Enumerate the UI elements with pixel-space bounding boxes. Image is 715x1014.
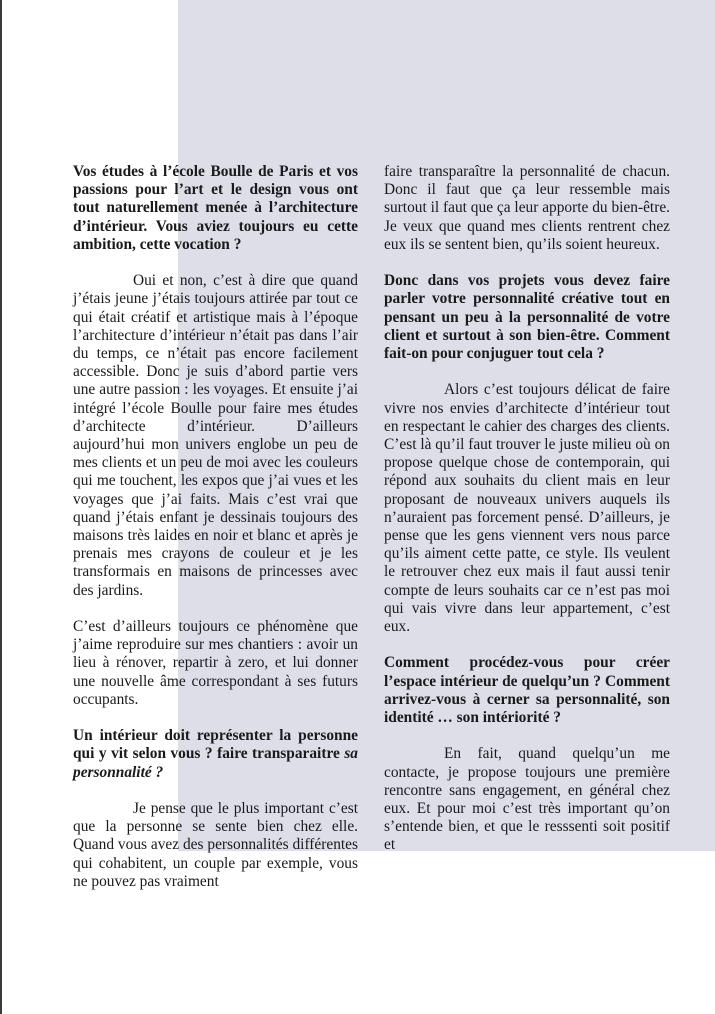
question-1: Vos études à l’école Boulle de Paris et vos passions pour l’art et le design vous ont tout naturellement menée à l’architecture d’intérieur. Vous aviez toujours eu cette ambition, cette vocation ? xyxy=(73,163,358,253)
question-3: Donc dans vos projets vous devez faire parler votre personnalité créative tout en pensant un peu à la personnalité de votre client et surtout à son bien-être. Comment fait-on pour conjuguer tout cela ? xyxy=(384,272,670,363)
page-edge-rule xyxy=(0,0,2,1014)
left-column xyxy=(73,163,358,891)
question-2-text: Un intérieur doit représenter la personne qui y vit selon vous ? faire transparaitre xyxy=(73,727,358,763)
paragraph-followup: C’est d’ailleurs toujours ce phénomène que j’aime reproduire sur mes chantiers : avoir un lieu à rénover, repartir à zero, et lui donner une nouvelle âme correspondant à ses futurs occupants. xyxy=(73,618,358,708)
question-4: Comment procédez-vous pour créer l’espace intérieur de quelqu’un ? Comment arrivez-vous à cerner sa personnalité, son identité … son intériorité ? xyxy=(384,654,670,727)
question-2 xyxy=(73,727,358,782)
answer-2-start: Je pense que le plus important c’est que la personne se sente bien chez elle. Quand vous avez des personnalités différentes qui cohabitent, un couple par exemple, vous ne pouvez pas vraiment xyxy=(73,800,358,890)
answer-2-continuation: faire transparaître la personnalité de chacun. Donc il faut que ça leur ressemble mais surtout il faut que ça leur apporte du bien-être. Je veux que quand mes clients rentrent chez eux ils se sentent bien, qu’ils soient heureux. xyxy=(384,163,670,253)
right-column xyxy=(384,163,670,855)
answer-3: Alors c’est toujours délicat de faire vivre nos envies d’architecte d’intérieur tout en respectant le cahier des charges des clients. C’est là qu’il faut trouver le juste milieu où on propose quelque chose de contemporain, qui répond aux souhaits du client mais en leur proposant de nouveaux univers auquels ils n’auraient pas forcement pensé. D’ailleurs, je pense que les gens viennent vers nous parce qu’ils aiment cette patte, ce style. Ils veulent le retrouver chez eux mais il faut aussi tenir compte de leurs souhaits car ce n’est pas moi qui vais vivre dans leur appartement, c’est eux. xyxy=(384,381,670,636)
answer-4-start: En fait, quand quelqu’un me contacte, je propose toujours une première rencontre sans engagement, en général chez eux. Et pour moi c’est très important qu’on s’entende bien, et que le resssenti soit positif et xyxy=(384,745,670,854)
question-2-emphasis: sa personnalité ? xyxy=(73,745,358,781)
answer-1: Oui et non, c’est à dire que quand j’étais jeune j’étais toujours attirée par tout ce qui était créatif et artistique mais à l’époque l’architecture d’intérieur n’était pas dans l’air du temps, ce n’était pas encore facilement accessible. Donc je suis d’abord partie vers une autre passion : les voyages. Et ensuite j’ai intégré l’école Boulle pour faire mes études d’architecte d’intérieur. D’ailleurs aujourd’hui mon univers englobe un peu de mes clients et un peu de moi avec les couleurs qui me touchent, les expos que j’ai vues et les voyages que j’ai faits. Mais c’est vrai que quand j’étais enfant je dessinais toujours des maisons très laides en noir et blanc et après je prenais mes crayons de couleur et je les transformais en maisons de princesses avec des jardins. xyxy=(73,272,358,599)
